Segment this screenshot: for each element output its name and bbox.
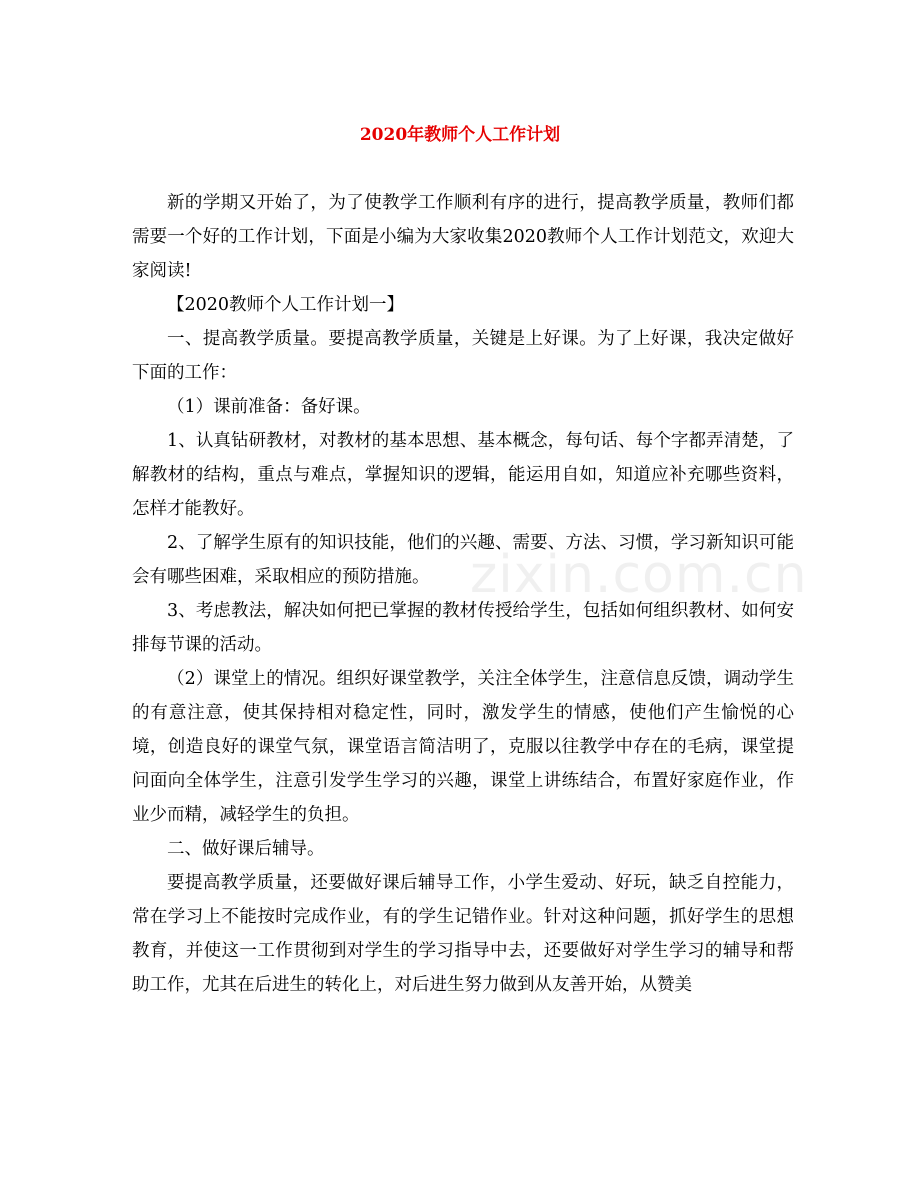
paragraph-item-3: 3、考虑教法，解决如何把已掌握的教材传授给学生，包括如何组织教材、如何安排每节课的活动。 xyxy=(132,601,794,655)
document-body xyxy=(132,186,794,1002)
document-title: 2020年教师个人工作计划 xyxy=(359,125,561,145)
intro-paragraph: 新的学期又开始了，为了使教学工作顺利有序的进行，提高教学质量，教师们都需要一个好的工作计划，下面是小编为大家收集2020教师个人工作计划范文，欢迎大家阅读! xyxy=(132,193,794,281)
paragraph-lesson-prep: （1）课前准备：备好课。 xyxy=(167,397,371,417)
paragraph-after-class: 要提高教学质量，还要做好课后辅导工作，小学生爱动、好玩，缺乏自控能力，常在学习上不能按时完成作业，有的学生记错作业。针对这种问题，抓好学生的思想教育，并使这一工作贯彻到对学生的学习指导中去，还要做好对学生学习的辅导和帮助工作，尤其在后进生的转化上，对后进生努力做到从友善开始，从赞美 xyxy=(132,873,794,995)
paragraph-item-1: 1、认真钻研教材，对教材的基本思想、基本概念，每句话、每个字都弄清楚，了解教材的结构，重点与难点，掌握知识的逻辑，能运用自如，知道应补充哪些资料，怎样才能教好。 xyxy=(132,431,794,519)
paragraph-item-2: 2、了解学生原有的知识技能，他们的兴趣、需要、方法、习惯，学习新知识可能会有哪些困难，采取相应的预防措施。 xyxy=(132,533,794,587)
watermark: zixin.com.cn xyxy=(470,545,808,605)
paragraph-after-class-heading: 二、做好课后辅导。 xyxy=(167,839,325,859)
paragraph-classroom: （2）课堂上的情况。组织好课堂教学，关注全体学生，注意信息反馈，调动学生的有意注意，使其保持相对稳定性，同时，激发学生的情感，使他们产生愉悦的心境，创造良好的课堂气氛，课堂语言简洁明了，克服以往教学中存在的毛病，课堂提问面向全体学生，注意引发学生学习的兴趣，课堂上讲练结合，布置好家庭作业，作业少而精，减轻学生的负担。 xyxy=(132,669,794,825)
section-heading-plan-one: 【2020教师个人工作计划一】 xyxy=(167,295,405,315)
paragraph-improve-quality: 一、提高教学质量。要提高教学质量，关键是上好课。为了上好课，我决定做好下面的工作： xyxy=(132,329,794,383)
